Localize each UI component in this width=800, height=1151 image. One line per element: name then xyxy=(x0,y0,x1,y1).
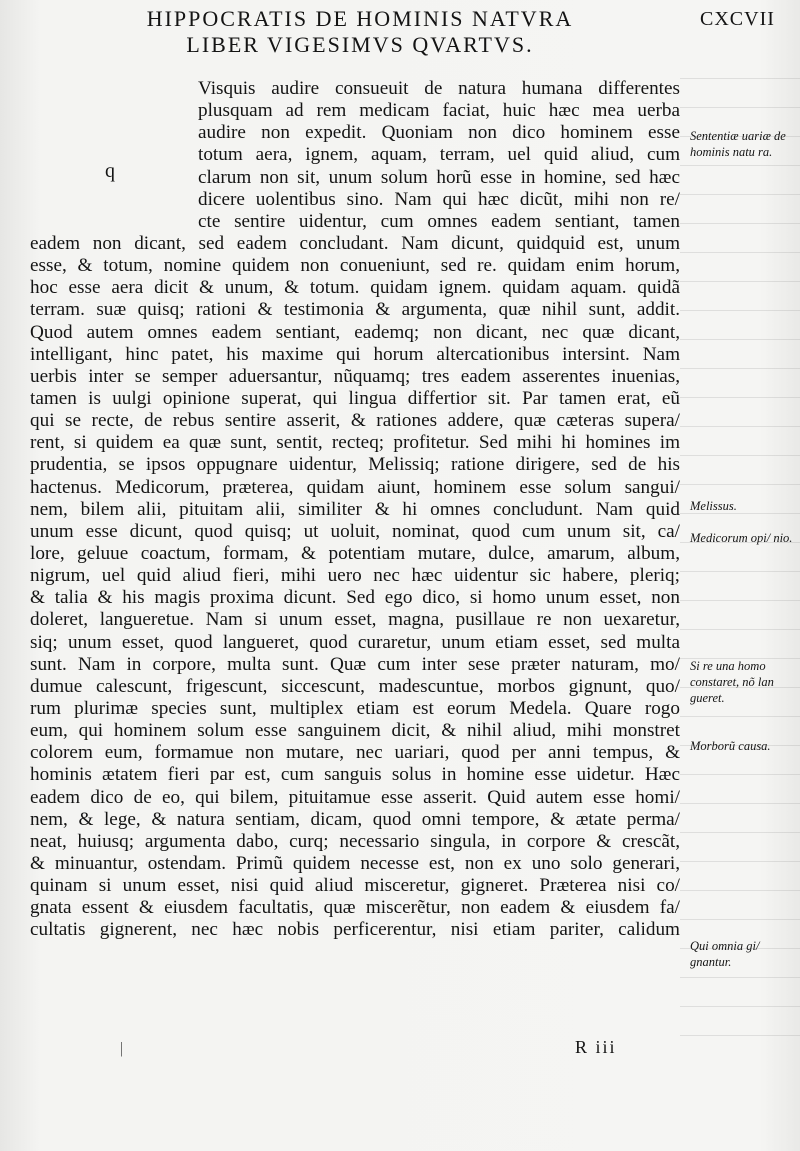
marginal-note-morborum: Morborũ causa. xyxy=(690,739,771,753)
text-line: rent, si quidem ea quæ sunt, sentit, recteq; profitetur. Sed mihi hi homines im xyxy=(30,432,680,454)
text-line: siq; unum esset, quod langueret, quod curaretur, unum etiam esset, sed multa xyxy=(30,631,680,653)
text-line: qui se recte, de rebus sentire asserit, & rationes addere, quæ cæteras supera/ xyxy=(30,410,680,432)
folio-number: CXCVII xyxy=(700,8,775,30)
text-line: eum, qui hominem solum esse sanguinem dicit, & nihil aliud, mihi monstret xyxy=(30,720,680,742)
text-line: & talia & his magis proxima dicunt. Sed ego dico, si homo unum esset, non xyxy=(30,587,680,609)
text-line: rum plurimæ species sunt, multiplex etiam est eorum Medela. Quare rogo xyxy=(30,697,680,719)
text-line: terram. suæ quisq; rationi & testimonia & argumenta, quæ nihil sunt, addit. xyxy=(30,299,680,321)
text-line: prudentia, se ipsos oppugnare uidentur, Melissiq; ratione dirigere, sed de his xyxy=(30,454,680,476)
text-line: doleret, langueretue. Nam si unum esset, magna, pusillaue re non uexaretur, xyxy=(30,609,680,631)
page-header xyxy=(90,6,630,58)
title-line-1: HIPPOCRATIS DE HOMINIS NATVRA xyxy=(146,6,574,31)
text-line: lore, geluue coactum, formam, & potentiam mutare, dulce, amarum, album, xyxy=(30,542,680,564)
text-line: sunt. Nam in corpore, multa sunt. Quæ cum inter sese præter naturam, mo/ xyxy=(30,653,680,675)
text-line: totum aera, ignem, aquam, terram, uel quid aliud, cum xyxy=(198,144,680,166)
text-line: esse, & totum, nomine quidem non conueniunt, sed re. quidam enim horum, xyxy=(30,255,680,277)
marginal-note-medicorum: Medicorum opi/ nio. xyxy=(690,531,793,545)
text-line: nem, & lege, & natura sentiam, dicam, quod omni tempore, & ætate perma/ xyxy=(30,808,680,830)
text-line: dicere uolentibus sino. Nam qui hæc dicũt, mihi non re/ xyxy=(198,188,680,210)
stray-mark: | xyxy=(120,1040,124,1057)
show-through-text xyxy=(680,60,800,1060)
signature-mark: R iii xyxy=(575,1037,617,1057)
text-line: nem, bilem alii, pituitam alii, similiter & hi omnes concludunt. Nam quid xyxy=(30,498,680,520)
text-line: cte sentire uidentur, cum omnes eadem sentiant, tamen xyxy=(198,210,680,232)
marginal-note-sententiae: Sententiæ uariæ de hominis natu ra. xyxy=(690,129,786,159)
text-line: eadem non dicant, sed eadem concludant. Nam dicunt, quidquid est, unum xyxy=(30,232,680,254)
text-line: dumue calescunt, frigescunt, siccescunt, madescuntue, morbos gignunt, quo/ xyxy=(30,675,680,697)
marginal-note-si-re-una: Si re una homo constaret, nõ lan gueret. xyxy=(690,659,774,705)
text-line: hactenus. Medicorum, præterea, quidam aiunt, hominem esse solum sangui/ xyxy=(30,476,680,498)
text-line: neat, huiusq; argumenta dabo, curq; necessario singula, in corpore & crescãt, xyxy=(30,830,680,852)
text-line: plusquam ad rem medicam faciat, huic hæc mea uerba xyxy=(198,100,680,122)
text-line: Quod autem omnes eadem sentiant, eademq; non dicant, nec quæ dicant, xyxy=(30,321,680,343)
guide-letter: q xyxy=(105,160,115,182)
text-line: intelligant, hinc patet, his maxime qui horum altercationibus intersint. Nam xyxy=(30,343,680,365)
text-line: hoc esse aera dicit & unum, & totum. quidam ignem. quidam aquam. quidã xyxy=(30,277,680,299)
text-line: uerbis inter se semper aduersantur, nũquamq; tres eadem asserentes inuenias, xyxy=(30,365,680,387)
text-line: clarum non sit, unum solum horũ esse in homine, sed hæc xyxy=(198,166,680,188)
text-line: gnata essent & eiusdem facultatis, quæ miscerẽtur, non eadem & eiusdem fa/ xyxy=(30,897,680,919)
text-line: audire non expedit. Quoniam non dico hominem esse xyxy=(198,122,680,144)
text-line: colorem eum, formamue non mutare, nec uariari, quod per anni tempus, & xyxy=(30,742,680,764)
text-line: quinam si unum esset, nisi quid aliud misceretur, gigneret. Præterea nisi co/ xyxy=(30,875,680,897)
text-line: cultatis gignerent, nec hæc nobis perficerentur, nisi etiam pariter, calidum xyxy=(30,919,680,941)
text-line: nigrum, uel quid aliud fieri, mihi uero nec hæc uidentur sic habere, pleriq; xyxy=(30,565,680,587)
text-line: unum esse dicunt, quod quisq; ut uoluit, nominat, quod cum unum sit, ca/ xyxy=(30,520,680,542)
text-line: eadem dico de eo, qui bilem, pituitamue esse asserit. Quid autem esse homi/ xyxy=(30,786,680,808)
text-line: hominis ætatem fieri par est, cum sanguis solus in homine esse uidetur. Hæc xyxy=(30,764,680,786)
marginal-note-melissus: Melissus. xyxy=(690,499,737,513)
text-line: Visquis audire consueuit de natura humana differentes xyxy=(198,78,680,99)
text-line: & minuantur, ostendam. Primũ quidem necesse est, non ex uno solo generari, xyxy=(30,852,680,874)
title-line-2: LIBER VIGESIMVS QVARTVS. xyxy=(186,32,534,57)
main-text xyxy=(30,78,680,941)
text-line: tamen is uulgi opinione superat, qui lingua differtior sit. Par tamen erat, eũ xyxy=(30,387,680,409)
marginal-note-qui-omnia: Qui omnia gi/ gnantur. xyxy=(690,939,760,969)
